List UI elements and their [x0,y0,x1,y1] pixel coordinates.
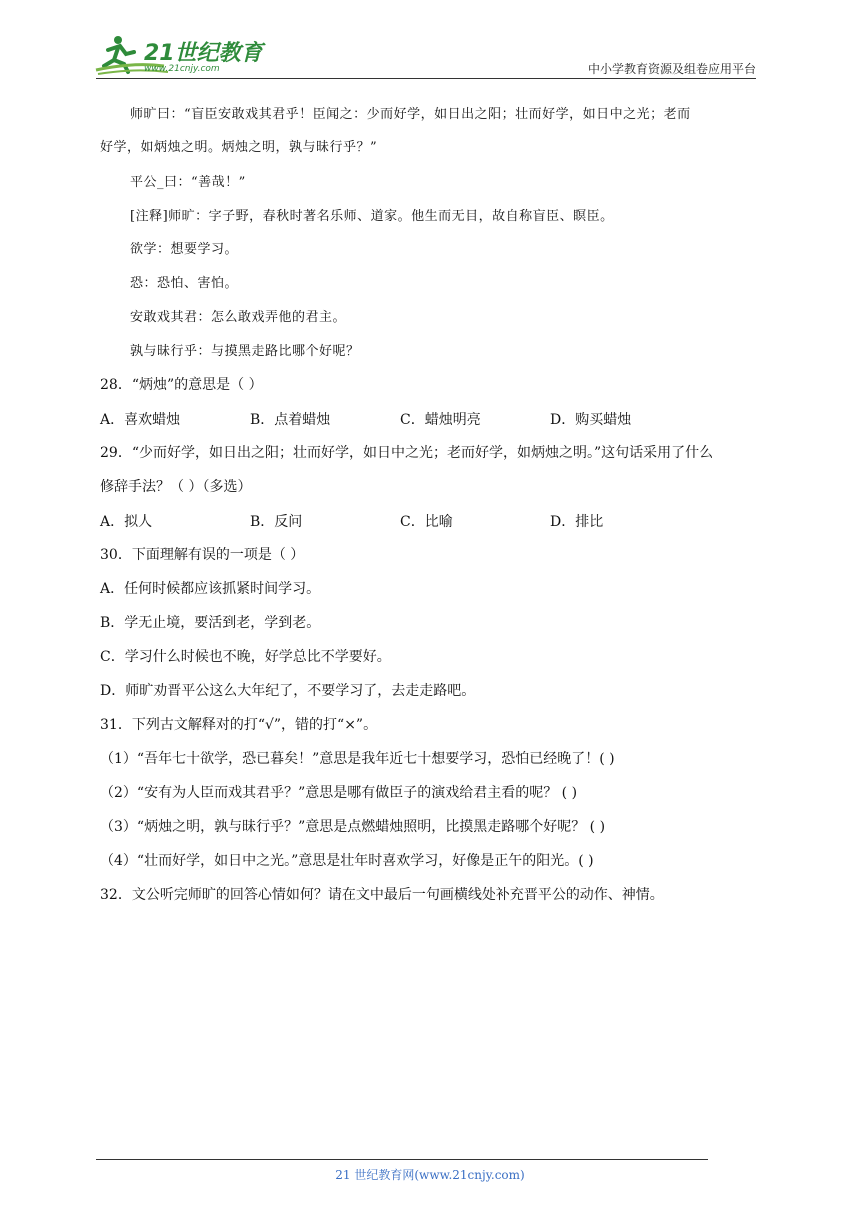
q31-item-1: （1）“吾年七十欲学，恐已暮矣！”意思是我年近七十想要学习，恐怕已经晚了！( ) [100,751,615,767]
passage-line-3: 平公_曰：“善哉！” [130,175,246,190]
note-4: 安敢戏其君：怎么敢戏弄他的君主。 [130,310,347,325]
footer-source[interactable]: 21 世纪教育网(www.21cnjy.com) [335,1168,525,1182]
q28-stem: 28．“炳烛”的意思是（ ） [100,377,263,393]
passage-line-1: 师旷曰：“盲臣安敢戏其君乎！臣闻之：少而好学，如日出之阳；壮而好学，如日中之光；老而 [130,107,691,122]
q30-option-b: B．学无止境，要活到老，学到老。 [100,615,321,631]
q28-option-b: B．点着蜡烛 [250,412,331,428]
q29-options [100,511,700,531]
q30-option-d: D．师旷劝晋平公这么大年纪了，不要学习了，去走走路吧。 [100,683,476,699]
logo-title: 21世纪教育 [144,41,263,66]
q28-option-c: C．蜡烛明亮 [400,412,481,428]
q29-stem-line-2: 修辞手法？（ ）（多选） [100,479,252,495]
footer-divider [96,1159,708,1160]
q31-item-4: （4）“壮而好学，如日中之光。”意思是壮年时喜欢学习，好像是正午的阳光。( ) [100,853,594,869]
q30-option-a: A．任何时候都应该抓紧时间学习。 [100,581,321,597]
q29-option-d: D．排比 [550,514,604,530]
note-2: 欲学：想要学习。 [130,242,239,257]
header-divider [96,78,756,79]
q31-stem: 31．下列古文解释对的打“√”，错的打“×”。 [100,717,378,733]
note-3: 恐：恐怕、害怕。 [130,276,239,291]
q30-stem: 30．下面理解有误的一项是（ ） [100,547,305,563]
q32-stem: 32．文公听完师旷的回答心情如何？请在文中最后一句画横线处补充晋平公的动作、神情。 [100,887,664,903]
note-1: [注释]师旷：字子野，春秋时著名乐师、道家。他生而无目，故自称盲臣、瞑臣。 [130,209,614,224]
q28-option-d: D．购买蜡烛 [550,412,632,428]
q29-option-a: A．拟人 [100,514,153,530]
q30-option-c: C．学习什么时候也不晚，好学总比不学要好。 [100,649,391,665]
q28-options [100,409,700,429]
site-logo [94,32,264,80]
q29-option-c: C．比喻 [400,514,453,530]
logo-url: www.21cnjy.com [144,64,220,74]
note-5: 孰与昧行乎：与摸黑走路比哪个好呢？ [130,344,360,359]
q29-stem-line-1: 29．“少而好学，如日出之阳；壮而好学，如日中之光；老而好学，如炳烛之明。”这句话采用了什么 [100,445,714,461]
q29-option-b: B．反问 [250,514,303,530]
header-platform-title: 中小学教育资源及组卷应用平台 [587,62,756,76]
q31-item-3: （3）“炳烛之明，孰与昧行乎？”意思是点燃蜡烛照明，比摸黑走路哪个好呢？ ( ) [100,819,606,835]
q28-option-a: A．喜欢蜡烛 [100,412,181,428]
q31-item-2: （2）“安有为人臣而戏其君乎？”意思是哪有做臣子的演戏给君主看的呢？ ( ) [100,785,578,801]
passage-line-2: 好学，如炳烛之明。炳烛之明，孰与昧行乎？” [100,140,378,155]
